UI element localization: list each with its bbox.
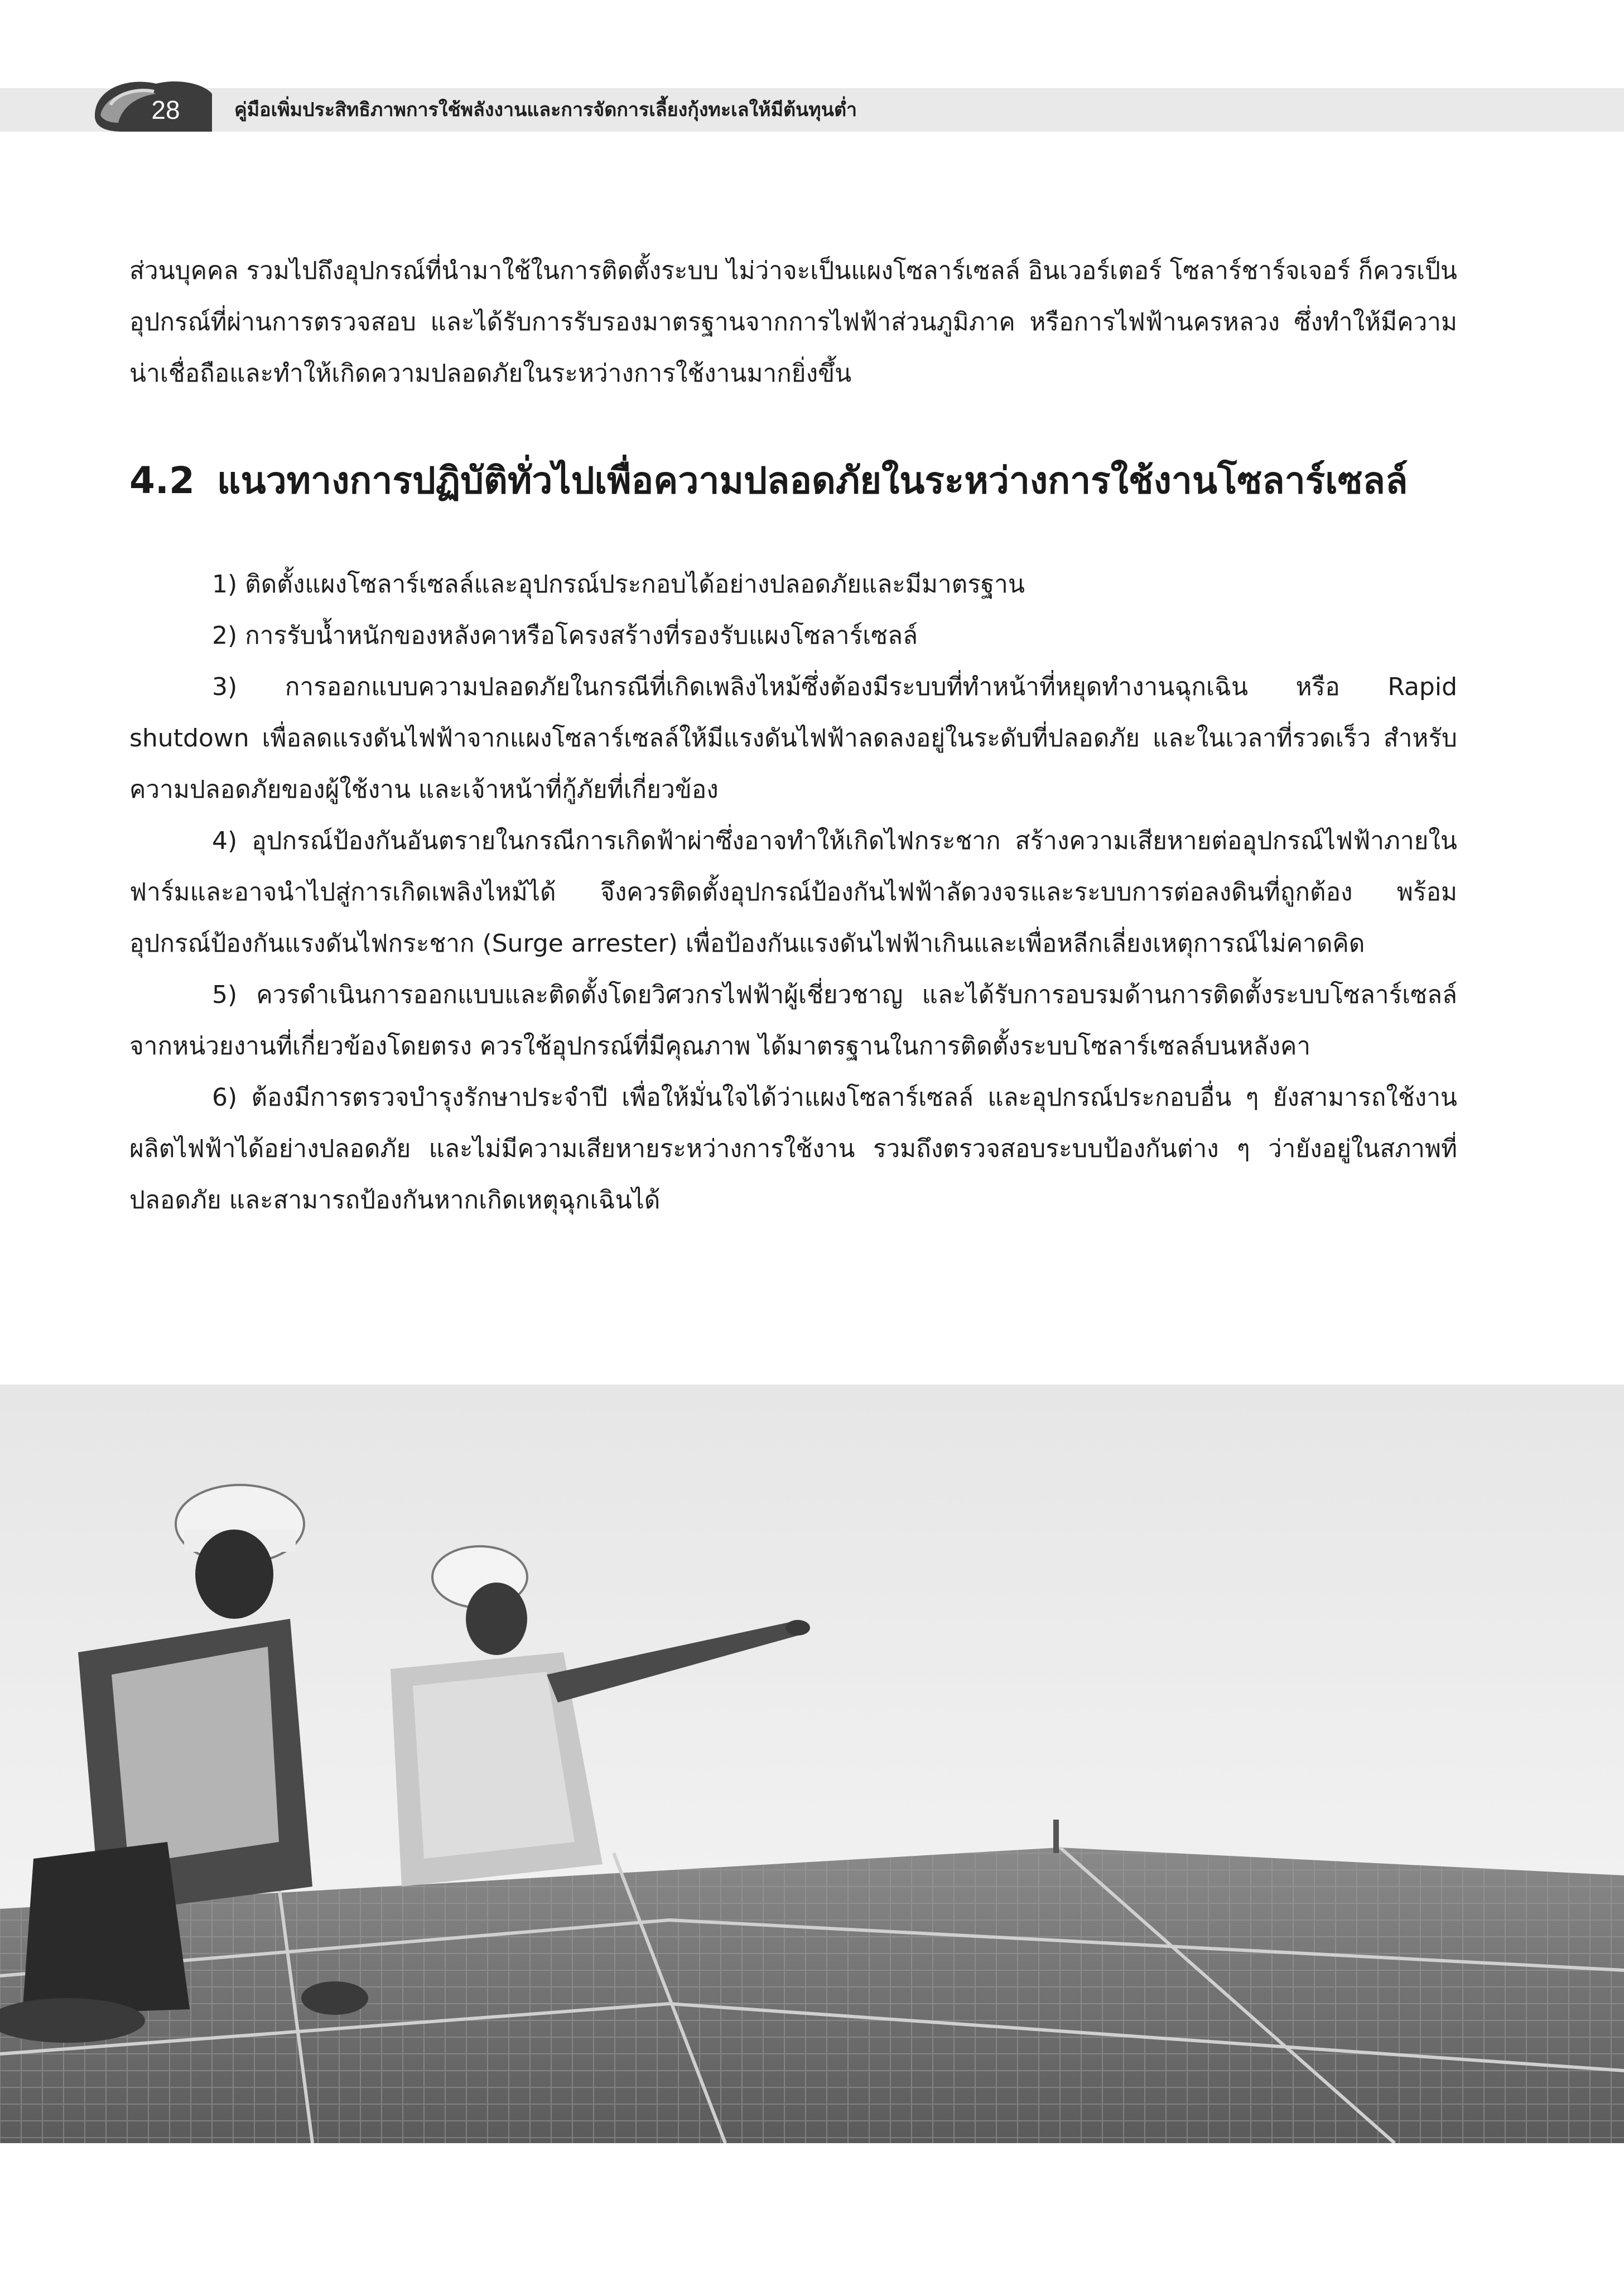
section-heading: [129, 453, 1457, 509]
solar-workers-photo: [0, 1385, 1624, 2143]
page-number: 28: [151, 95, 180, 124]
list-item: 6) ต้องมีการตรวจบำรุงรักษาประจำปี เพื่อให้มั่นใจได้ว่าแผงโซลาร์เซลล์ และอุปกรณ์ประกอบอื่น ๆ ยังสามารถใช้งานผลิตไฟฟ้าได้อย่างปลอดภัย และไม่มีความเสียหายระหว่างการใช้งาน รวมถึงตรวจสอบระบบป้องกันต่าง ๆ ว่ายังอยู่ในสภาพที่ปลอดภัย และสามารถป้องกันหากเกิดเหตุฉุกเฉินได้: [129, 1083, 1457, 1214]
list-item: 2) การรับน้ำหนักของหลังคาหรือโครงสร้างที่รองรับแผงโซลาร์เซลล์: [212, 621, 918, 650]
intro-paragraph: ส่วนบุคคล รวมไปถึงอุปกรณ์ที่นำมาใช้ในการติดตั้งระบบ ไม่ว่าจะเป็นแผงโซลาร์เซลล์ อินเวอร์เตอร์ โซลาร์ชาร์จเจอร์ ก็ควรเป็นอุปกรณ์ที่ผ่านการตรวจสอบ และได้รับการรับรองมาตรฐานจากการไฟฟ้าส่วนภูมิภาค หรือการไฟฟ้านครหลวง ซึ่งทำให้มีความน่าเชื่อถือและทำให้เกิดความปลอดภัยในระหว่างการใช้งานมากยิ่งขึ้น: [129, 257, 1457, 388]
list-item: 1) ติดตั้งแผงโซลาร์เซลล์และอุปกรณ์ประกอบได้อย่างปลอดภัยและมีมาตรฐาน: [212, 570, 1025, 599]
list-item: 3) การออกแบบความปลอดภัยในกรณีที่เกิดเพลิงไหม้ซึ่งต้องมีระบบที่ทำหน้าที่หยุดทำงานฉุกเฉิน หรือ Rapid shutdown เพื่อลดแรงดันไฟฟ้าจากแผงโซลาร์เซลล์ให้มีแรงดันไฟฟ้าลดลงอยู่ในระดับที่ปลอดภัย และในเวลาที่รวดเร็ว สำหรับความปลอดภัยของผู้ใช้งาน และเจ้าหน้าที่กู้ภัยที่เกี่ยวข้อง: [129, 673, 1457, 804]
list-item: 5) ควรดำเนินการออกแบบและติดตั้งโดยวิศวกรไฟฟ้าผู้เชี่ยวชาญ และได้รับการอบรมด้านการติดตั้งระบบโซลาร์เซลล์จากหน่วยงานที่เกี่ยวข้องโดยตรง ควรใช้อุปกรณ์ที่มีคุณภาพ ได้มาตรฐานในการติดตั้งระบบโซลาร์เซลล์บนหลังคา: [129, 981, 1457, 1060]
running-title: คู่มือเพิ่มประสิทธิภาพการใช้พลังงานและการจัดการเลี้ยงกุ้งทะเลให้มีต้นทุนต่ำ: [234, 99, 857, 121]
list-item: 4) อุปกรณ์ป้องกันอันตรายในกรณีการเกิดฟ้าผ่าซึ่งอาจทำให้เกิดไฟกระชาก สร้างความเสียหายต่ออุปกรณ์ไฟฟ้าภายในฟาร์มและอาจนำไปสู่การเกิดเพลิงไหม้ได้ จึงควรติดตั้งอุปกรณ์ป้องกันไฟฟ้าลัดวงจรและระบบการต่อลงดินที่ถูกต้อง พร้อมอุปกรณ์ป้องกันแรงดันไฟกระชาก (Surge arrester) เพื่อป้องกันแรงดันไฟฟ้าเกินและเพื่อหลีกเลี่ยงเหตุการณ์ไม่คาดคิด: [129, 827, 1457, 958]
body-content: [129, 245, 1457, 1226]
section-number: 4.2: [129, 459, 195, 502]
section-title: แนวทางการปฏิบัติทั่วไปเพื่อความปลอดภัยในระหว่างการใช้งานโซลาร์เซลล์: [216, 459, 1408, 502]
